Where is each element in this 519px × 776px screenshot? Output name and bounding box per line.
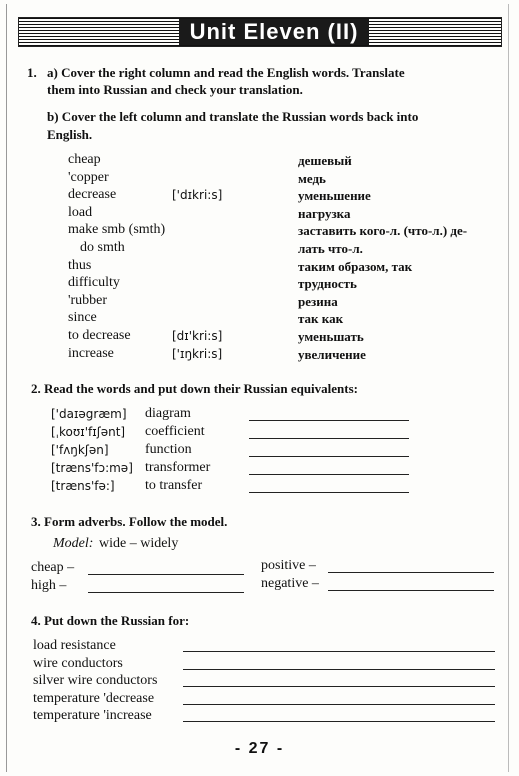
ex1-b-line-2: English.	[47, 127, 93, 142]
vocab-russian: медь	[298, 170, 326, 186]
ex4-title: 4. Put down the Russian for:	[31, 613, 190, 628]
ex2-word: diagram	[145, 406, 191, 421]
ex4-item: silver wire conductors	[33, 673, 158, 688]
vocab-transcription: ['ɪŋkri:s]	[172, 346, 223, 361]
ex4-item: temperature 'increase	[33, 708, 152, 723]
ex2-answer-line[interactable]	[249, 420, 409, 421]
ex3-title: 3. Form adverbs. Follow the model.	[31, 514, 228, 529]
vocab-russian: дешевый	[298, 153, 352, 168]
ex2-answer-line[interactable]	[249, 492, 409, 493]
ex4-answer-line[interactable]	[183, 704, 495, 705]
vocab-transcription: [dɪ'kri:s]	[172, 329, 223, 343]
ex2-word: function	[145, 442, 192, 457]
ex4-answer-line[interactable]	[183, 686, 495, 687]
ex1-b-line-1: b) Cover the left column and translate the Russian words back into	[47, 109, 419, 124]
ex3-answer-line-cheap[interactable]	[88, 574, 244, 575]
vocab-russian: таким образом, так	[298, 258, 413, 274]
ex3-answer-line-high[interactable]	[88, 592, 244, 593]
vocab-english: to decrease	[68, 328, 131, 343]
vocab-english: 'copper	[68, 169, 109, 185]
ex4-answer-line[interactable]	[183, 651, 495, 652]
vocab-english: cheap	[68, 152, 101, 167]
ex2-word: to transfer	[145, 478, 203, 493]
ex2-answer-line[interactable]	[249, 474, 409, 475]
vocab-english: since	[68, 310, 97, 326]
ex2-transcription: [træns'fə:]	[51, 479, 115, 493]
vocab-transcription: ['dɪkri:s]	[172, 188, 223, 203]
vocab-russian: уменьшать	[298, 329, 364, 344]
unit-banner	[18, 17, 502, 47]
vocab-english: make smb (smth)	[68, 222, 166, 238]
ex2-word: coefficient	[145, 424, 205, 439]
vocab-russian: заставить кого-л. (что-л.) де-	[298, 223, 468, 239]
vocab-english: increase	[68, 345, 114, 361]
ex3-item-high: high –	[31, 578, 67, 593]
vocab-english: difficulty	[68, 275, 120, 291]
vocab-russian: резина	[298, 293, 338, 309]
vocab-russian: нагрузка	[298, 205, 351, 221]
ex2-word: transformer	[145, 460, 211, 475]
vocab-russian: увеличение	[298, 346, 366, 362]
vocab-english: thus	[68, 257, 92, 273]
ex1-number: 1.	[27, 65, 37, 80]
vocab-english: do smth	[80, 240, 125, 255]
ex3-item-cheap: cheap –	[31, 560, 75, 575]
ex2-transcription: [træns'fɔ:mə]	[51, 461, 133, 475]
ex3-answer-line-negative[interactable]	[328, 590, 494, 591]
vocab-english: decrease	[68, 187, 117, 203]
ex4-item: wire conductors	[33, 655, 123, 671]
ex2-answer-line[interactable]	[249, 456, 409, 457]
vocab-english: 'rubber	[68, 292, 108, 308]
ex3-answer-line-positive[interactable]	[328, 572, 494, 573]
vocab-english: load	[68, 204, 93, 220]
ex4-answer-line[interactable]	[183, 669, 495, 670]
vocab-russian: так как	[298, 311, 344, 327]
ex2-transcription: [ˌkoʊɪ'fɪʃənt]	[51, 425, 126, 439]
ex3-model-text: wide – widely	[99, 536, 179, 551]
ex3-item-negative: negative –	[261, 576, 319, 591]
ex3-model-label: Model:	[53, 536, 94, 551]
ex1-a-line-2: them into Russian and check your translation.	[47, 82, 303, 97]
page-number: - 27 -	[234, 740, 285, 757]
ex2-transcription: ['fʌŋkʃən]	[51, 443, 109, 457]
ex2-transcription: ['daɪəgræm]	[51, 407, 127, 421]
vocab-russian: трудность	[298, 276, 357, 292]
ex4-item: temperature 'decrease	[33, 690, 155, 706]
ex4-answer-line[interactable]	[183, 721, 495, 722]
ex1-a-line-1: a) Cover the right column and read the English words. Translate	[47, 65, 405, 80]
vocab-russian: уменьшение	[298, 188, 371, 204]
ex4-item: load resistance	[33, 638, 116, 653]
ex2-answer-line[interactable]	[249, 438, 409, 439]
vocab-russian: лать что-л.	[298, 241, 363, 256]
ex3-item-positive: positive –	[261, 558, 316, 573]
unit-title: Unit Eleven (II)	[179, 19, 369, 45]
ex2-title: 2. Read the words and put down their Russian equivalents:	[31, 381, 358, 396]
